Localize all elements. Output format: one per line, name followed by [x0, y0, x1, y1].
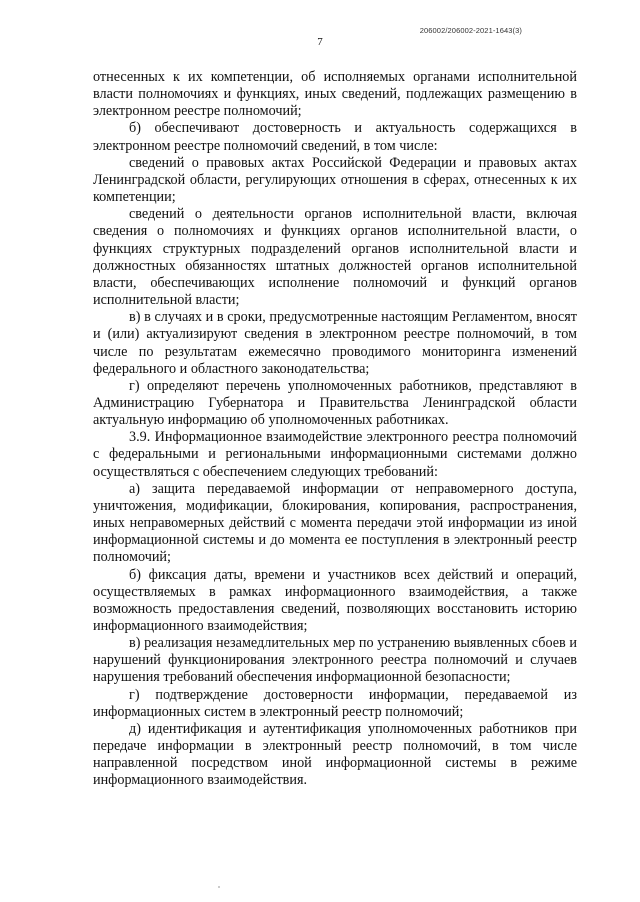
paragraph: а) защита передаваемой информации от неправомерного доступа, уничтожения, модификации, блокирования, копирования, распространения, иных неправомерных действий с момента передачи этой информации из иной информационной системы и до момента ее поступления в электронный реестр полномочий;	[93, 480, 577, 566]
scan-artifact	[218, 886, 220, 888]
paragraph: в) реализация незамедлительных мер по устранению выявленных сбоев и нарушений функционирования электронного реестра полномочий и случаев нарушения требований обеспечения информационной безопасности;	[93, 635, 577, 686]
page-number: 7	[317, 36, 323, 48]
paragraph: 3.9. Информационное взаимодействие электронного реестра полномочий с федеральными и региональными информационными системами должно осуществляться с обеспечением следующих требований:	[93, 429, 577, 480]
paragraph: сведений о правовых актах Российской Федерации и правовых актах Ленинградской области, регулирующих отношения в сферах, отнесенных к их компетенции;	[93, 154, 577, 206]
document-body	[93, 69, 577, 790]
paragraph: д) идентификация и аутентификация уполномоченных работников при передаче информации в электронный реестр полномочий, в том числе направленной посредством иной информационной системы в режиме информационного взаимодействия.	[93, 720, 577, 789]
document-id: 206002/206002-2021-1643(3)	[419, 26, 522, 35]
paragraph: г) определяют перечень уполномоченных работников, представляют в Администрацию Губернатора и Правительства Ленинградской области актуальную информацию об уполномоченных работниках.	[93, 377, 577, 429]
paragraph: сведений о деятельности органов исполнительной власти, включая сведения о полномочиях и функциях органов исполнительной власти, о функциях структурных подразделений органов исполнительной власти и должностных обязанностях штатных должностей органов исполнительной власти, обеспечивающих исполнение полномочий и функций органов исполнительной власти;	[93, 206, 577, 309]
paragraph: б) фиксация даты, времени и участников всех действий и операций, осуществляемых в рамках информационного взаимодействия, а также возможность предоставления сведений, позволяющих восстановить историю информационного взаимодействия;	[93, 566, 577, 634]
paragraph: в) в случаях и в сроки, предусмотренные настоящим Регламентом, вносят и (или) актуализируют сведения в электронном реестре полномочий, в том числе по результатам ежемесячно проводимого мониторинга изменений федерального и областного законодательства;	[93, 309, 577, 377]
paragraph: отнесенных к их компетенции, об исполняемых органами исполнительной власти полномочиях и функциях, иных сведений, подлежащих размещению в электронном реестре полномочий;	[93, 69, 577, 120]
paragraph: г) подтверждение достоверности информации, передаваемой из информационных систем в электронный реестр полномочий;	[93, 686, 577, 720]
paragraph: б) обеспечивают достоверность и актуальность содержащихся в электронном реестре полномочий сведений, в том числе:	[93, 120, 577, 154]
